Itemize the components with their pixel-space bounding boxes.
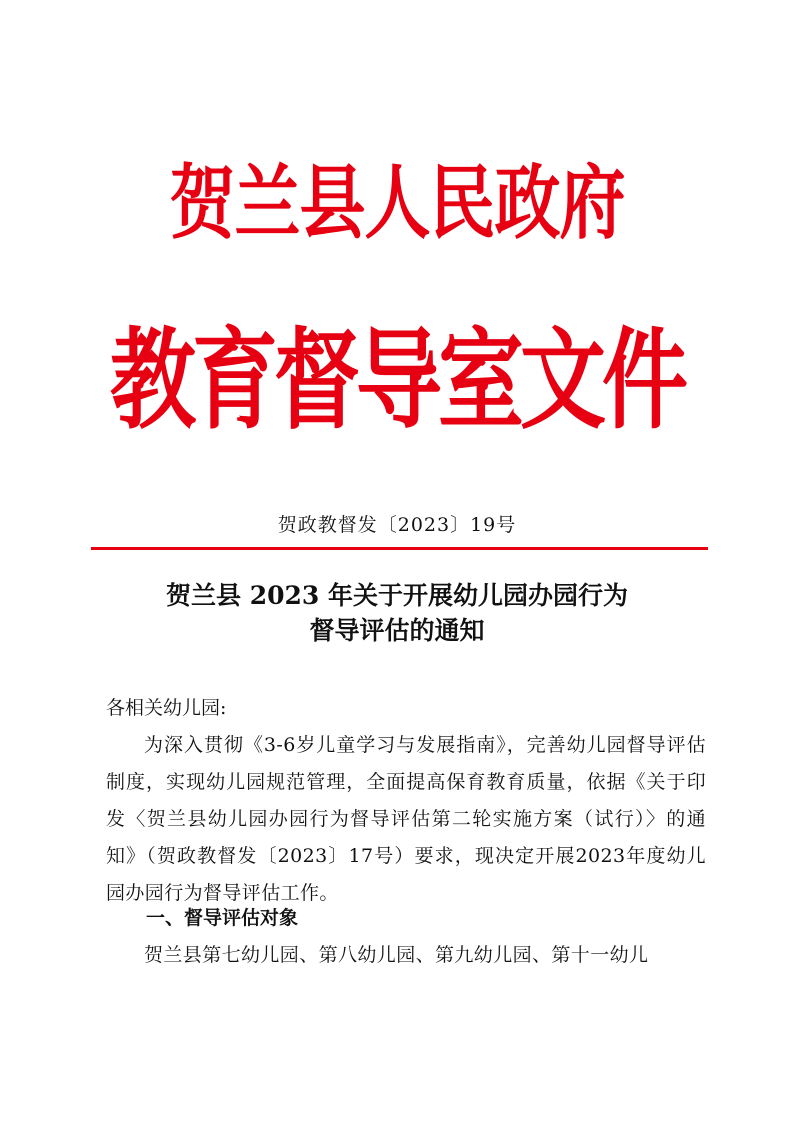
salutation: 各相关幼儿园: [106, 697, 227, 719]
notice-title-line-1: 贺兰县 2023 年关于开展幼儿园办园行为 [166, 581, 628, 610]
section-heading-1: 一、督导评估对象 [146, 907, 299, 929]
body-paragraph-1: 为深入贯彻《3-6岁儿童学习与发展指南》，完善幼儿园督导评估制度，实现幼儿园规范管理，全面提高保育教育质量，依据《关于印发〈贺兰县幼儿园办园行为督导评估第二轮实施方案（试行）〉的通知》（贺政教督发〔2023〕17号）要求，现决定开展2023年度幼儿园办园行为督导评估工作。 [106, 734, 706, 904]
body-paragraph-2: 贺兰县第七幼儿园、第八幼儿园、第九幼儿园、第十一幼儿 [144, 944, 649, 966]
document-number: 贺政教督发〔2023〕19号 [277, 514, 517, 536]
document-type-banner: 教育督导室文件 [110, 317, 684, 445]
issuer-name: 贺兰县人民政府 [169, 156, 625, 251]
notice-title-line-2: 督导评估的通知 [309, 616, 485, 645]
red-divider-line [91, 547, 708, 550]
